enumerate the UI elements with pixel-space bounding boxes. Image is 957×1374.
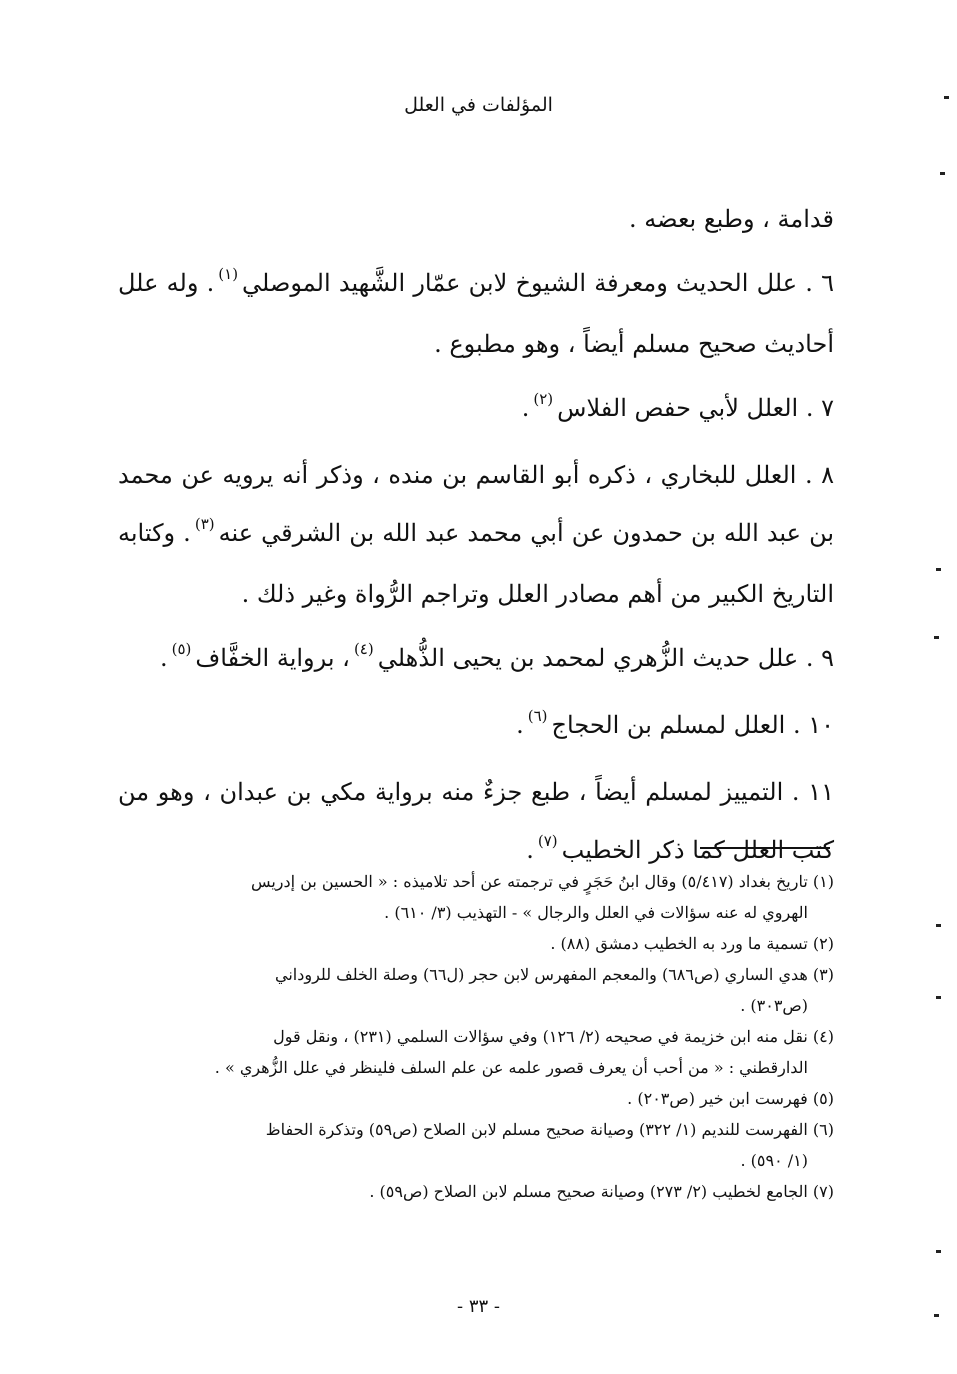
main-text: [118, 190, 834, 882]
footnote-text-continued: الدارقطني : « من أحب أن يعرف قصور علمه عن علم السلف فلينظر في علل الزُّهري » .: [214, 1058, 808, 1077]
scan-mark: [936, 996, 941, 999]
paragraph-text-end: . وكتابه التاريخ الكبير من أهم مصادر العلل وتراجم الرُّواة وغير ذلك .: [118, 519, 834, 608]
scan-mark: [936, 1250, 941, 1253]
footnote-text: هدي الساري (ص٦٨٦) والمعجم المفهرس لابن حجر (ل٦٦) وصلة الخلف للروداني: [274, 965, 808, 984]
footnote-text-continued: (ص٣٠٣) .: [740, 996, 808, 1015]
footnote-number: (٧): [812, 1182, 834, 1201]
paragraph-text-mid: ، برواية الخفَّاف: [195, 644, 350, 672]
footnote-ref[interactable]: (٦): [527, 707, 548, 725]
footnote-ref[interactable]: (٥): [171, 640, 192, 658]
paragraph-text: ٦ . علل الحديث ومعرفة الشيوخ لابن عمّار الشَّهيد الموصلي: [242, 269, 834, 297]
paragraph-text-end: .: [521, 394, 530, 422]
scan-mark: [940, 172, 945, 175]
scan-mark: [934, 636, 939, 639]
paragraph-text-end: .: [516, 711, 524, 739]
footnote-ref[interactable]: (٧): [537, 832, 558, 850]
footnote-text: الفهرست للنديم (١/ ٣٢٢) وصيانة صحيح مسلم لابن الصلاح (ص٥٩) وتذكرة الحفاظ: [265, 1120, 808, 1139]
footnote-5: [118, 1083, 834, 1114]
paragraph-text: ١٠ . العلل لمسلم بن الحجاج: [551, 711, 834, 739]
footnote-text: فهرست ابن خير (ص٢٠٣) .: [627, 1089, 808, 1108]
paragraph-text-end: . وله علل أحاديث صحيح مسلم أيضاً ، وهو مطبوع .: [118, 269, 834, 358]
footnote-number: (١): [812, 872, 834, 891]
paragraph-item-11: [118, 763, 834, 882]
footnote-number: (٤): [812, 1027, 834, 1046]
paragraph-text: ٧ . العلل لأبي حفص الفلاس: [557, 394, 834, 422]
footnote-ref[interactable]: (١): [218, 265, 239, 283]
footnote-ref[interactable]: (٣): [194, 515, 215, 533]
footnotes: [118, 866, 834, 1207]
footnote-6: [118, 1114, 834, 1176]
scan-mark: [936, 568, 941, 571]
paragraph-text: ١١ . التمييز لمسلم أيضاً ، طبع جزءٌ منه برواية مكي بن عبدان ، وهو من كتب العلل كما ذكر الخطيب: [118, 778, 834, 864]
paragraph-text-end: .: [526, 836, 534, 864]
footnote-number: (٥): [812, 1089, 834, 1108]
scan-mark: [934, 1314, 939, 1317]
footnote-separator: [700, 847, 830, 849]
footnote-ref[interactable]: (٤): [353, 640, 374, 658]
footnote-ref[interactable]: (٢): [533, 390, 554, 408]
footnote-1: [118, 866, 834, 928]
footnote-text-continued: الهروي له عنه سؤالات في العلل والرجال » - التهذيب (٣/ ٦١٠) .: [384, 903, 808, 922]
footnote-text-continued: (١/ ٥٩٠) .: [740, 1151, 808, 1170]
footnote-number: (٢): [812, 934, 834, 953]
footnote-4: [118, 1021, 834, 1083]
paragraph-text: ٨ . العلل للبخاري ، ذكره أبو القاسم بن منده ، وذكر أنه يرويه عن محمد بن عبد الله بن حمدون عن أبي محمد عبد الله بن الشرقي عنه: [118, 461, 835, 547]
footnote-3: [118, 959, 834, 1021]
paragraph-item-8: [118, 446, 834, 623]
scan-mark: [936, 924, 941, 927]
paragraph-continuation: [118, 190, 834, 248]
paragraph-text: ٩ . علل حديث الزُّهري لمحمد بن يحيى الذُّهلي: [377, 644, 834, 672]
footnote-number: (٣): [812, 965, 834, 984]
page-number: - ٣٣ -: [457, 1296, 500, 1317]
footnote-7: [118, 1176, 834, 1207]
paragraph-item-6: [118, 254, 834, 373]
footnote-2: [118, 928, 834, 959]
paragraph-text: قدامة ، وطبع بعضه .: [629, 205, 834, 233]
paragraph-item-7: [118, 379, 834, 440]
running-header: المؤلفات في العلل: [404, 94, 553, 116]
paragraph-item-10: [118, 696, 834, 757]
footnote-text: نقل منه ابن خزيمة في صحيحه (٢/ ١٢٦) وفي سؤالات السلمي (٢٣١) ، ونقل قول: [273, 1027, 808, 1046]
paragraph-item-9: [118, 629, 834, 690]
paragraph-text-end: .: [159, 644, 168, 672]
footnote-text: تاريخ بغداد (٥/٤١٧) وقال ابنُ حَجَرٍ في ترجمته عن أحد تلاميذه : « الحسين بن إدريس: [250, 872, 808, 891]
footnote-text: الجامع لخطيب (٢/ ٢٧٣) وصيانة صحيح مسلم لابن الصلاح (ص٥٩) .: [369, 1182, 808, 1201]
footnote-number: (٦): [812, 1120, 834, 1139]
scan-mark: [944, 96, 949, 99]
footnote-text: تسمية ما ورد به الخطيب دمشق (٨٨) .: [550, 934, 808, 953]
